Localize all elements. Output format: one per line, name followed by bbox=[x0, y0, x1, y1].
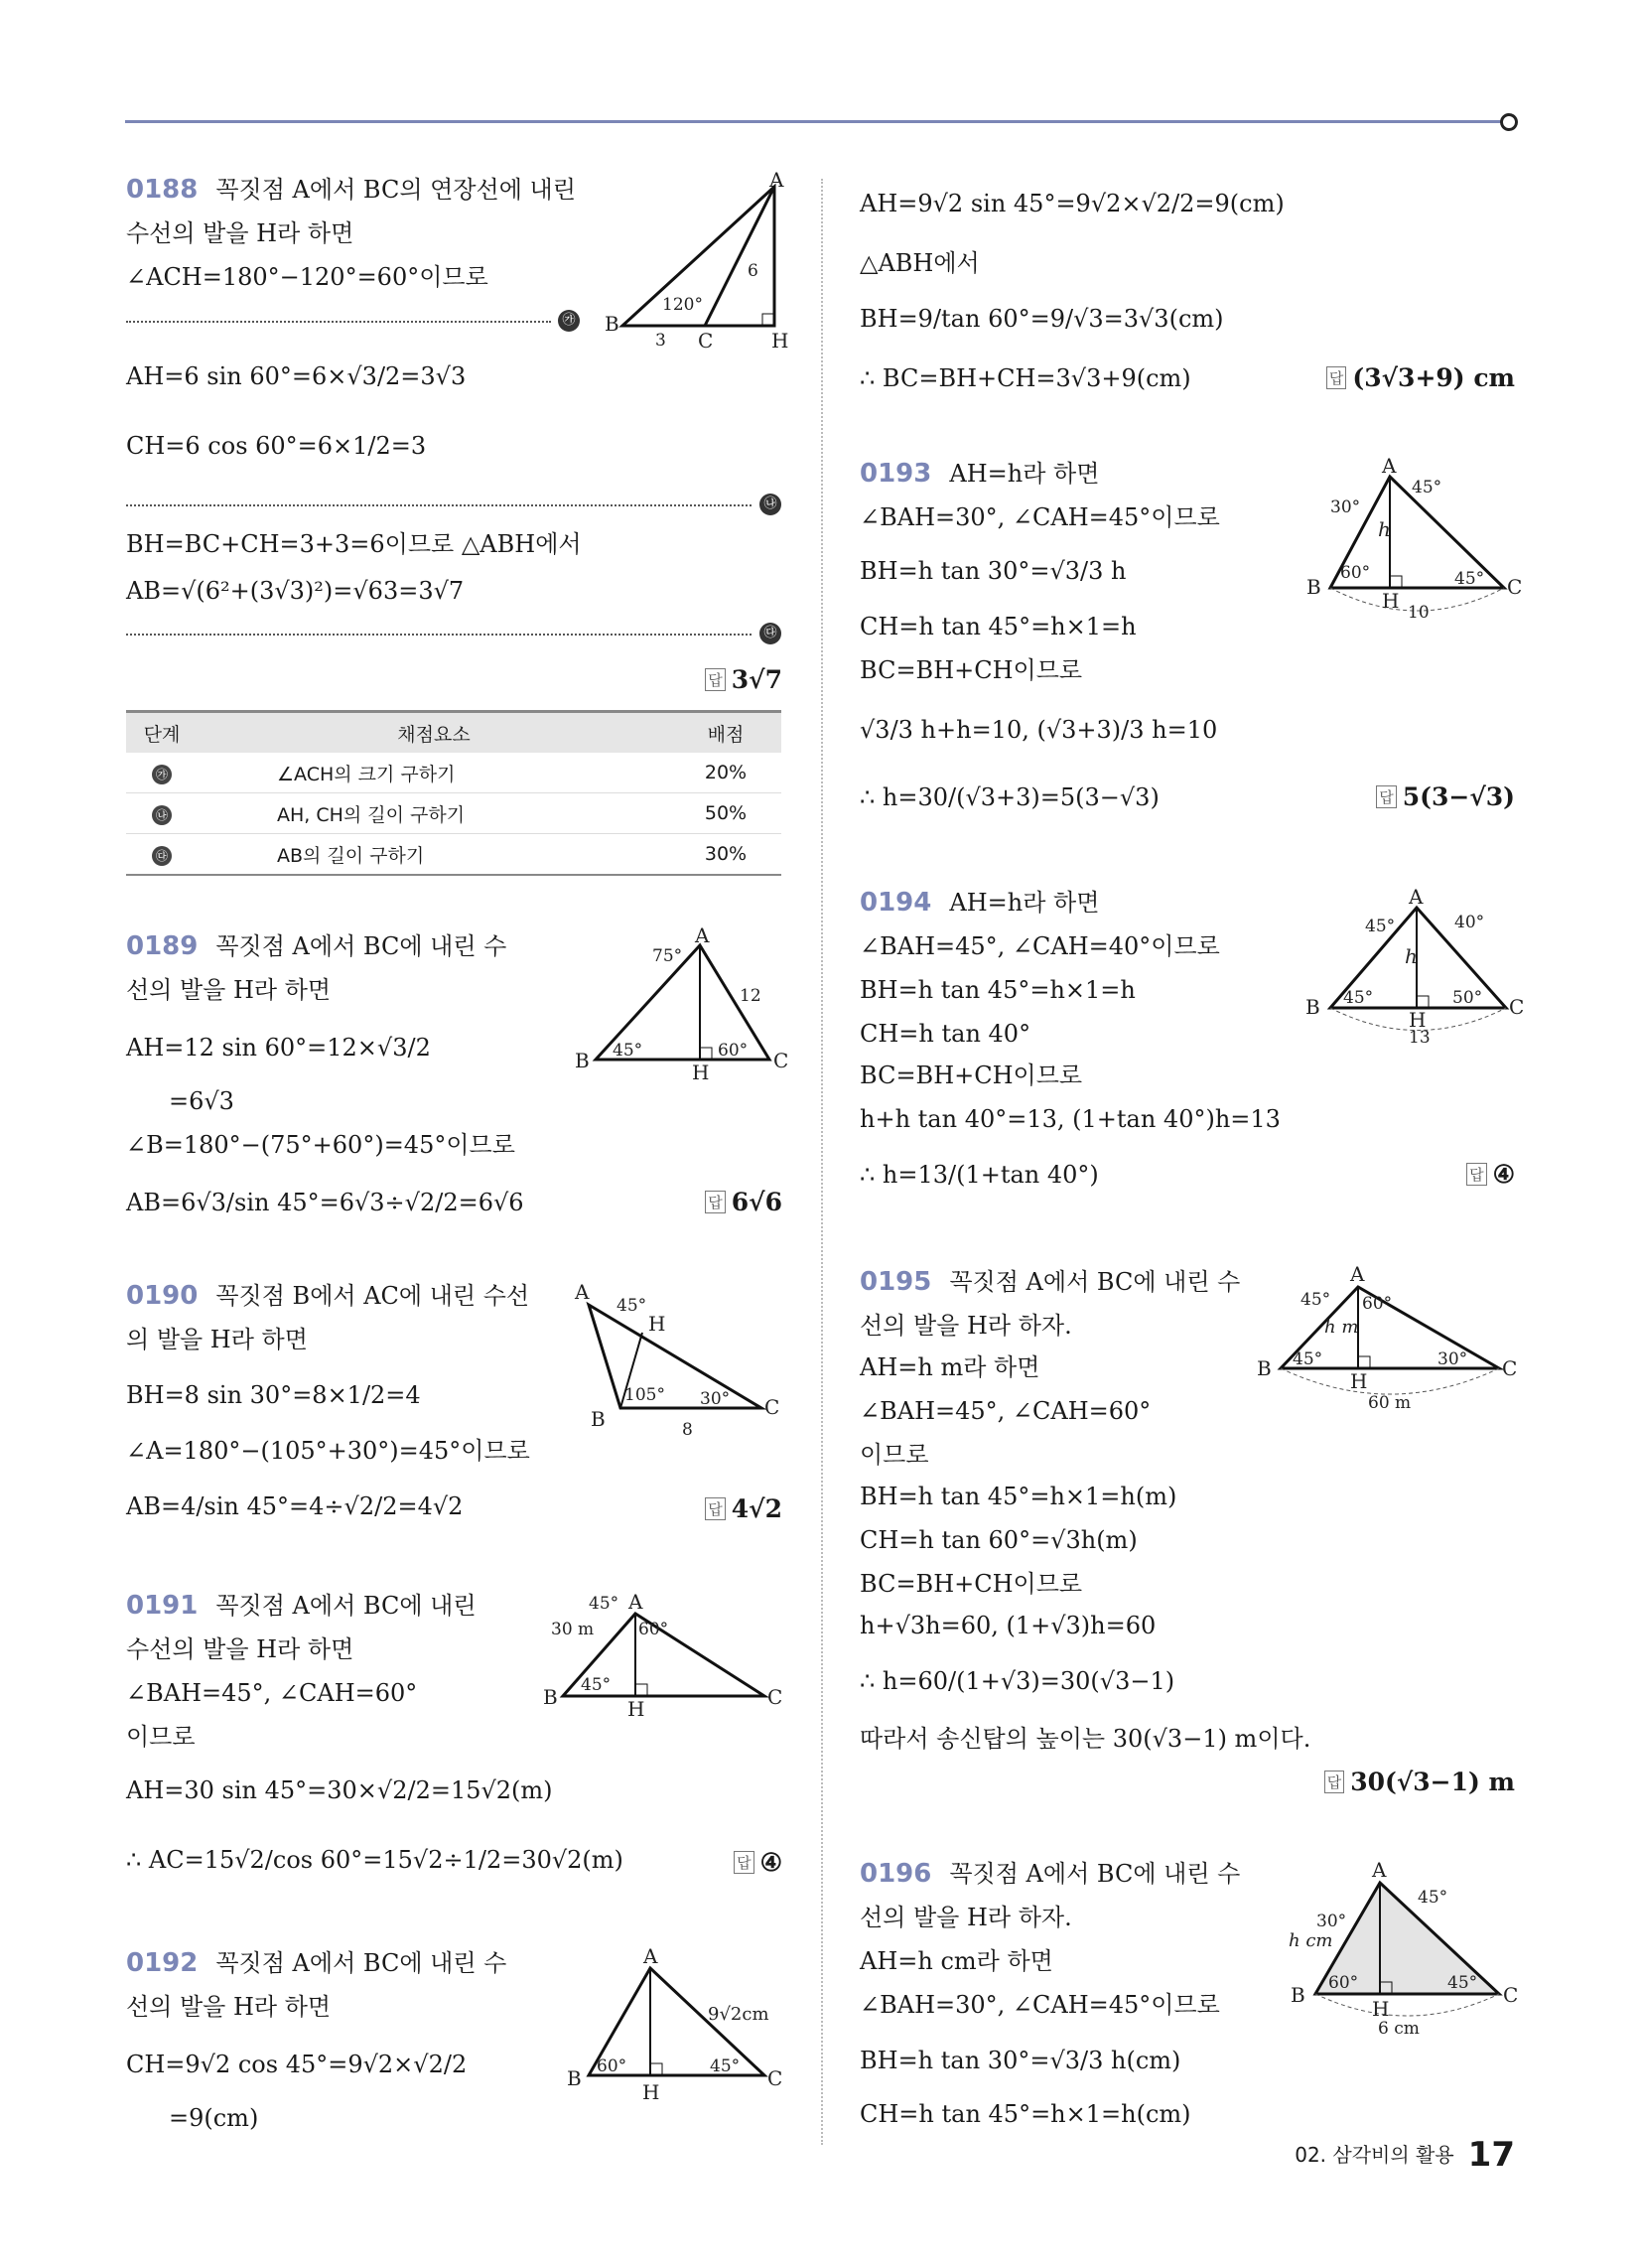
problem-0192-line-5: AH=9√2 sin 45°=9√2×√2/2=9(cm) bbox=[860, 190, 1285, 217]
label-a: A bbox=[1382, 454, 1397, 478]
table-row bbox=[126, 753, 781, 793]
angle-label: 30° bbox=[700, 1389, 731, 1409]
angle-label: 45° bbox=[616, 1296, 647, 1316]
problem-0195-line-11: 따라서 송신탑의 높이는 30(√3−1) m이다. bbox=[860, 1725, 1311, 1753]
angle-label: 45° bbox=[1418, 1888, 1448, 1908]
right-angle-mark bbox=[1358, 1356, 1370, 1368]
angle-label: 45° bbox=[1412, 478, 1442, 497]
step-separator bbox=[126, 504, 752, 506]
right-angle-mark bbox=[635, 1684, 647, 1696]
step-marker: ㉯ bbox=[759, 494, 781, 515]
page-number: 17 bbox=[1467, 2135, 1515, 2175]
answer-mark: 답 bbox=[705, 1191, 726, 1213]
figure-0194 bbox=[1296, 884, 1534, 1053]
angle-label: 30° bbox=[1330, 497, 1361, 517]
problem-number: 0193 bbox=[860, 459, 932, 489]
problem-0189-line-2: 선의 발을 H라 하면 bbox=[126, 976, 332, 1004]
label-a: A bbox=[1409, 885, 1424, 909]
step-badge: ㉯ bbox=[152, 805, 172, 825]
problem-0190-line-5: AB=4/sin 45°=4÷√2/2=4√2 bbox=[126, 1492, 464, 1520]
label-h: H bbox=[692, 1061, 710, 1084]
problem-0189-line-1: 0189 꼭짓점 A에서 BC에 내린 수 bbox=[126, 931, 507, 961]
label-h: H bbox=[1382, 589, 1400, 613]
step-marker: ㉮ bbox=[558, 310, 580, 332]
criteria-cell: ∠ACH의 크기 구하기 bbox=[198, 753, 670, 793]
problem-0195-line-4: ∠BAH=45°, ∠CAH=60° bbox=[860, 1397, 1152, 1425]
answer: 답 4√2 bbox=[705, 1494, 782, 1523]
label-c: C bbox=[1509, 995, 1525, 1019]
problem-0191-line-4: 이므로 bbox=[126, 1723, 196, 1751]
angle-label: 120° bbox=[662, 295, 703, 315]
problem-0195-line-9: h+√3h=60, (1+√3)h=60 bbox=[860, 1612, 1157, 1639]
label-h: H bbox=[771, 329, 789, 353]
criteria-cell: AH, CH의 길이 구하기 bbox=[198, 793, 670, 834]
problem-0196-line-5: BH=h tan 30°=√3/3 h(cm) bbox=[860, 2047, 1181, 2074]
page-footer bbox=[1295, 2135, 1515, 2175]
answer: 답 6√6 bbox=[705, 1188, 782, 1216]
angle-label: 60° bbox=[1362, 1294, 1393, 1314]
figure-0191 bbox=[541, 1589, 794, 1723]
points-cell: 20% bbox=[670, 753, 781, 793]
step-separator bbox=[126, 634, 752, 636]
angle-label: 30° bbox=[1437, 1349, 1468, 1369]
problem-0193-line-4: CH=h tan 45°=h×1=h bbox=[860, 613, 1137, 640]
problem-0188-line-7: AB=√(6²+(3√3)²)=√63=3√7 bbox=[126, 577, 465, 605]
problem-0193-line-2: ∠BAH=30°, ∠CAH=45°이므로 bbox=[860, 503, 1220, 531]
label-c: C bbox=[773, 1049, 789, 1072]
problem-0188-line-5: CH=6 cos 60°=6×1/2=3 bbox=[126, 432, 427, 460]
table-header-row bbox=[126, 712, 781, 754]
label-c: C bbox=[698, 329, 714, 353]
label-c: C bbox=[767, 2066, 783, 2090]
step-badge: ㉰ bbox=[152, 846, 172, 866]
answer: 답 (3√3+9) cm bbox=[1326, 363, 1515, 392]
problem-number: 0196 bbox=[860, 1859, 932, 1889]
angle-label: 45° bbox=[1447, 1973, 1478, 1993]
label-a: A bbox=[643, 1944, 658, 1968]
step-marker: ㉰ bbox=[759, 623, 781, 644]
label-c: C bbox=[1502, 1356, 1518, 1380]
answer: 답 3√7 bbox=[705, 665, 782, 694]
problem-0195-line-10: ∴ h=60/(1+√3)=30(√3−1) bbox=[860, 1667, 1175, 1695]
side-label: 10 bbox=[1408, 603, 1430, 623]
right-angle-mark bbox=[762, 314, 774, 326]
problem-0192-line-6: △ABH에서 bbox=[860, 249, 980, 277]
answer-mark: 답 bbox=[705, 668, 726, 691]
label-b: B bbox=[591, 1407, 606, 1431]
criteria-cell: AB의 길이 구하기 bbox=[198, 834, 670, 876]
angle-label: 45° bbox=[1343, 988, 1374, 1008]
label-h: H bbox=[648, 1312, 666, 1336]
problem-0194-line-7: ∴ h=13/(1+tan 40°) bbox=[860, 1161, 1099, 1189]
problem-0196-line-1: 0196 꼭짓점 A에서 BC에 내린 수 bbox=[860, 1859, 1241, 1889]
label-a: A bbox=[769, 168, 784, 192]
scoring-table bbox=[126, 710, 781, 876]
problem-0191-line-2: 수선의 발을 H라 하면 bbox=[126, 1635, 354, 1663]
label-a: A bbox=[628, 1590, 643, 1614]
problem-0190-line-1: 0190 꼭짓점 B에서 AC에 내린 수선 bbox=[126, 1281, 530, 1311]
angle-label: 45° bbox=[1293, 1349, 1323, 1369]
angle-label: 45° bbox=[710, 2056, 741, 2076]
problem-0195-line-5: 이므로 bbox=[860, 1441, 929, 1469]
problem-number: 0190 bbox=[126, 1281, 199, 1311]
problem-0188-line-1: 0188 꼭짓점 A에서 BC의 연장선에 내린 bbox=[126, 175, 576, 205]
angle-label: 40° bbox=[1454, 913, 1485, 932]
angle-label: 60° bbox=[597, 2056, 627, 2076]
angle-label: 60° bbox=[718, 1041, 749, 1061]
label-h: H bbox=[1350, 1369, 1368, 1393]
problem-0196-line-2: 선의 발을 H라 하자. bbox=[860, 1904, 1072, 1931]
side-label: 60 m bbox=[1368, 1393, 1412, 1413]
problem-0194-line-4: CH=h tan 40° bbox=[860, 1020, 1031, 1048]
label-h-height: h cm bbox=[1289, 1930, 1333, 1951]
answer-mark: 답 bbox=[734, 1851, 754, 1874]
side-label: 6 cm bbox=[1378, 2019, 1420, 2039]
problem-0195-line-1: 0195 꼭짓점 A에서 BC에 내린 수 bbox=[860, 1267, 1241, 1297]
label-h: H bbox=[1372, 1997, 1390, 2021]
angle-label: 105° bbox=[624, 1385, 665, 1405]
dimension-arc bbox=[1315, 1994, 1499, 2016]
problem-0195-line-2: 선의 발을 H라 하자. bbox=[860, 1312, 1072, 1340]
problem-number: 0192 bbox=[126, 1948, 199, 1978]
segment-ac bbox=[705, 187, 774, 326]
problem-0189-line-4: =6√3 bbox=[169, 1087, 234, 1115]
problem-0191-line-1: 0191 꼭짓점 A에서 BC에 내린 bbox=[126, 1591, 477, 1621]
problem-number: 0191 bbox=[126, 1591, 199, 1621]
label-c: C bbox=[767, 1685, 783, 1709]
label-h-height: h bbox=[1378, 517, 1391, 541]
angle-label: 60° bbox=[1340, 563, 1371, 583]
label-c: C bbox=[1507, 575, 1523, 599]
problem-0194-line-6: h+h tan 40°=13, (1+tan 40°)h=13 bbox=[860, 1105, 1281, 1133]
problem-0194-line-5: BC=BH+CH이므로 bbox=[860, 1062, 1083, 1089]
label-b: B bbox=[1257, 1356, 1272, 1380]
label-b: B bbox=[575, 1049, 590, 1072]
problem-0193-line-7: ∴ h=30/(√3+3)=5(3−√3) bbox=[860, 783, 1160, 811]
side-label: 3 bbox=[655, 331, 666, 351]
answer-mark: 답 bbox=[1466, 1163, 1487, 1186]
problem-0188-line-4: AH=6 sin 60°=6×√3/2=3√3 bbox=[126, 362, 467, 390]
points-cell: 30% bbox=[670, 834, 781, 876]
answer-mark: 답 bbox=[1326, 366, 1347, 389]
label-a: A bbox=[695, 923, 710, 947]
side-label: 9√2cm bbox=[708, 2004, 769, 2025]
triangle bbox=[589, 1305, 761, 1408]
answer: 답 ④ bbox=[1466, 1160, 1515, 1189]
problem-0196-line-4: ∠BAH=30°, ∠CAH=45°이므로 bbox=[860, 1991, 1220, 2019]
right-angle-mark bbox=[700, 1048, 712, 1060]
header-rule bbox=[125, 120, 1509, 123]
side-label: 8 bbox=[682, 1420, 693, 1440]
angle-label: 45° bbox=[589, 1594, 619, 1614]
problem-0188-line-3: ∠ACH=180°−120°=60°이므로 bbox=[126, 263, 488, 291]
angle-label: 45° bbox=[1454, 569, 1485, 589]
problem-0196-line-6: CH=h tan 45°=h×1=h(cm) bbox=[860, 2100, 1191, 2128]
problem-0193-line-5: BC=BH+CH이므로 bbox=[860, 656, 1083, 684]
problem-0195-line-8: BC=BH+CH이므로 bbox=[860, 1570, 1083, 1598]
table-row bbox=[126, 834, 781, 876]
angle-label: 75° bbox=[652, 946, 683, 966]
label-a: A bbox=[1350, 1262, 1365, 1286]
angle-label: 60° bbox=[638, 1620, 669, 1639]
table-row bbox=[126, 793, 781, 834]
label-a: A bbox=[575, 1280, 590, 1304]
side-label: 13 bbox=[1409, 1028, 1431, 1048]
right-angle-mark bbox=[1390, 576, 1402, 588]
answer: 답 30(√3−1) m bbox=[1324, 1768, 1515, 1796]
problem-0192-line-1: 0192 꼭짓점 A에서 BC에 내린 수 bbox=[126, 1948, 507, 1978]
problem-0194-line-2: ∠BAH=45°, ∠CAH=40°이므로 bbox=[860, 932, 1220, 960]
label-h: H bbox=[1409, 1008, 1427, 1032]
problem-0195-line-3: AH=h m라 하면 bbox=[860, 1353, 1040, 1381]
step-separator bbox=[126, 321, 551, 323]
problem-0190-line-2: 의 발을 H라 하면 bbox=[126, 1326, 308, 1353]
figure-0195 bbox=[1251, 1261, 1529, 1420]
label-h: H bbox=[642, 2080, 660, 2104]
right-angle-mark bbox=[650, 2063, 662, 2075]
angle-label: 45° bbox=[613, 1041, 643, 1061]
answer-mark: 답 bbox=[1376, 785, 1397, 808]
label-b: B bbox=[1306, 575, 1321, 599]
problem-0195-line-6: BH=h tan 45°=h×1=h(m) bbox=[860, 1483, 1177, 1510]
problem-0190-line-3: BH=8 sin 30°=8×1/2=4 bbox=[126, 1381, 421, 1409]
label-h: H bbox=[627, 1697, 645, 1721]
problem-0191-line-6: ∴ AC=15√2/cos 60°=15√2÷1/2=30√2(m) bbox=[126, 1846, 623, 1874]
problem-0188-line-2: 수선의 발을 H라 하면 bbox=[126, 219, 354, 247]
step-badge: ㉮ bbox=[152, 765, 172, 784]
header-rule-dot bbox=[1500, 113, 1518, 131]
angle-label: 30° bbox=[1316, 1912, 1347, 1931]
side-label: 12 bbox=[740, 986, 761, 1006]
label-c: C bbox=[764, 1395, 780, 1419]
label-b: B bbox=[605, 312, 619, 336]
figure-0188 bbox=[601, 168, 799, 353]
dimension-arc bbox=[1281, 1368, 1499, 1394]
answer: 답 ④ bbox=[734, 1848, 782, 1877]
label-b: B bbox=[1291, 1983, 1305, 2007]
problem-0189-line-3: AH=12 sin 60°=12×√3/2 bbox=[126, 1034, 431, 1062]
label-a: A bbox=[1372, 1858, 1387, 1882]
right-angle-mark bbox=[1417, 996, 1429, 1008]
problem-0190-line-4: ∠A=180°−(105°+30°)=45°이므로 bbox=[126, 1437, 530, 1465]
angle-label: 50° bbox=[1452, 988, 1483, 1008]
problem-0191-line-3: ∠BAH=45°, ∠CAH=60° bbox=[126, 1679, 418, 1707]
figure-0190 bbox=[571, 1281, 794, 1440]
angle-label: 60° bbox=[1328, 1973, 1359, 1993]
column-header: 단계 bbox=[126, 712, 198, 754]
problem-0193-line-6: √3/3 h+h=10, (√3+3)/3 h=10 bbox=[860, 716, 1218, 744]
problem-0194-line-1: 0194 AH=h라 하면 bbox=[860, 888, 1100, 918]
figure-0189 bbox=[571, 923, 794, 1084]
problem-0196-line-3: AH=h cm라 하면 bbox=[860, 1947, 1053, 1975]
answer-mark: 답 bbox=[1324, 1771, 1345, 1793]
column-header: 배점 bbox=[670, 712, 781, 754]
problem-0192-line-2: 선의 발을 H라 하면 bbox=[126, 1993, 332, 2021]
column-header: 채점요소 bbox=[198, 712, 670, 754]
problem-0192-line-7: BH=9/tan 60°=9/√3=3√3(cm) bbox=[860, 305, 1224, 333]
problem-0195-line-7: CH=h tan 60°=√3h(m) bbox=[860, 1526, 1138, 1554]
answer: 답 5(3−√3) bbox=[1376, 782, 1515, 811]
answer-mark: 답 bbox=[705, 1497, 726, 1520]
angle-label: 45° bbox=[581, 1675, 612, 1695]
label-b: B bbox=[1305, 995, 1320, 1019]
problem-0193-line-1: 0193 AH=h라 하면 bbox=[860, 459, 1100, 489]
problem-number: 0188 bbox=[126, 175, 199, 205]
label-h-height: h m bbox=[1324, 1317, 1359, 1338]
figure-0192 bbox=[561, 1946, 799, 2105]
points-cell: 50% bbox=[670, 793, 781, 834]
footer-section-title: 02. 삼각비의 활용 bbox=[1295, 2143, 1454, 2167]
figure-0196 bbox=[1281, 1855, 1529, 2039]
label-b: B bbox=[543, 1685, 558, 1709]
problem-0189-line-5: ∠B=180°−(75°+60°)=45°이므로 bbox=[126, 1131, 515, 1159]
label-h-height: h bbox=[1405, 944, 1418, 968]
problem-0193-line-3: BH=h tan 30°=√3/3 h bbox=[860, 557, 1127, 585]
problem-0192-line-3: CH=9√2 cos 45°=9√2×√2/2 bbox=[126, 2051, 468, 2078]
label-c: C bbox=[1503, 1983, 1519, 2007]
side-label: 30 m bbox=[551, 1620, 595, 1639]
problem-0194-line-3: BH=h tan 45°=h×1=h bbox=[860, 976, 1136, 1004]
problem-0192-line-8: ∴ BC=BH+CH=3√3+9(cm) bbox=[860, 364, 1191, 392]
angle-label: 45° bbox=[1300, 1290, 1331, 1310]
problem-0192-line-4: =9(cm) bbox=[169, 2104, 259, 2132]
problem-0188-line-6: BH=BC+CH=3+3=6이므로 △ABH에서 bbox=[126, 530, 582, 558]
problem-number: 0189 bbox=[126, 931, 199, 961]
problem-0189-line-6: AB=6√3/sin 45°=6√3÷√2/2=6√6 bbox=[126, 1189, 524, 1216]
angle-label: 45° bbox=[1365, 917, 1396, 936]
figure-0193 bbox=[1300, 454, 1529, 626]
column-divider bbox=[821, 179, 823, 2145]
label-b: B bbox=[567, 2066, 582, 2090]
problem-number: 0195 bbox=[860, 1267, 932, 1297]
problem-number: 0194 bbox=[860, 888, 932, 918]
problem-0191-line-5: AH=30 sin 45°=30×√2/2=15√2(m) bbox=[126, 1776, 553, 1804]
side-label: 6 bbox=[748, 261, 758, 281]
